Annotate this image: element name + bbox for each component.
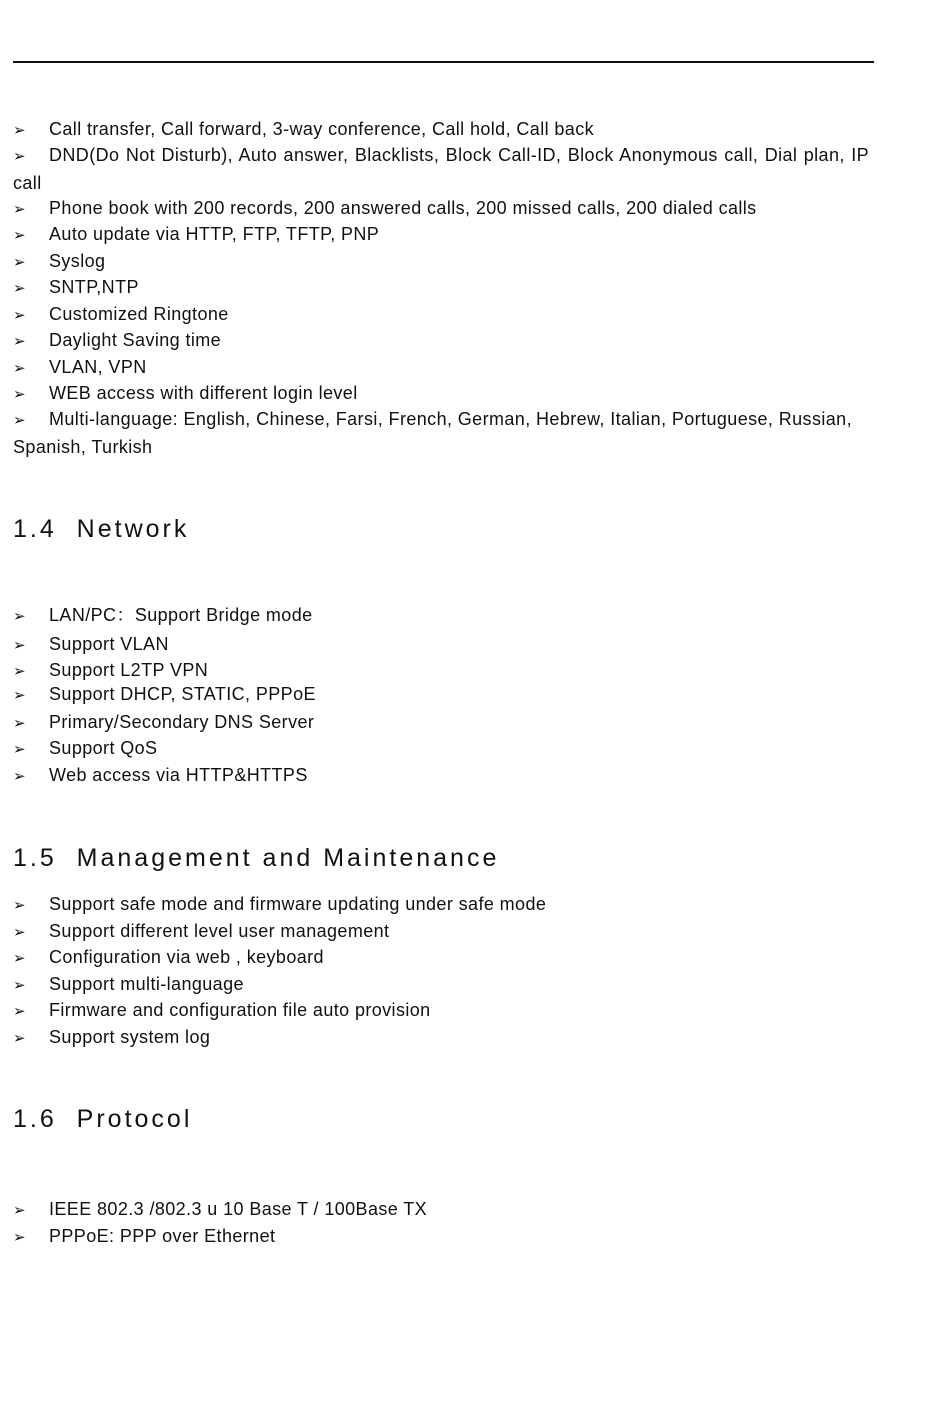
bullet-arrow-icon: ➢ <box>13 280 26 297</box>
list-item: ➢ VLAN, VPN <box>13 354 869 382</box>
list-item: ➢ LAN/PC：Support Bridge mode <box>13 602 869 630</box>
section-heading-network <box>13 514 189 544</box>
list-item: ➢ Daylight Saving time <box>13 327 869 355</box>
section-heading-protocol <box>13 1104 192 1134</box>
header-rule <box>13 61 874 63</box>
bullet-arrow-icon: ➢ <box>13 663 26 680</box>
list-item: ➢ PPPoE: PPP over Ethernet <box>13 1223 869 1251</box>
list-item: ➢ DND(Do Not Disturb), Auto answer, Blacklists, Block Call-ID, Block Anonymous call, Dial plan, IP call <box>13 145 869 193</box>
section-heading-management <box>13 843 499 873</box>
bullet-arrow-icon: ➢ <box>13 897 26 914</box>
list-item: ➢ IEEE 802.3 /802.3 u 10 Base T / 100Base TX <box>13 1196 869 1224</box>
bullet-arrow-icon: ➢ <box>13 307 26 324</box>
bullet-arrow-icon: ➢ <box>13 1030 26 1047</box>
bullet-arrow-icon: ➢ <box>13 360 26 377</box>
section-title: Network <box>76 515 190 543</box>
list-item: ➢ Customized Ringtone <box>13 301 869 329</box>
list-item: ➢ Support system log <box>13 1024 869 1052</box>
bullet-arrow-icon: ➢ <box>13 608 26 625</box>
bullet-arrow-icon: ➢ <box>13 1229 26 1246</box>
list-item: ➢ Support DHCP, STATIC, PPPoE <box>13 681 869 709</box>
section-number: 1.4 <box>13 515 57 543</box>
bullet-arrow-icon: ➢ <box>13 227 26 244</box>
bullet-arrow-icon: ➢ <box>13 201 26 218</box>
list-item: ➢ Support L2TP VPN <box>13 657 869 685</box>
list-item: ➢ Support different level user management <box>13 918 869 946</box>
section-number: 1.5 <box>13 844 57 872</box>
list-item: ➢ Call transfer, Call forward, 3-way conference, Call hold, Call back <box>13 116 869 144</box>
bullet-arrow-icon: ➢ <box>13 924 26 941</box>
bullet-arrow-icon: ➢ <box>13 637 26 654</box>
bullet-arrow-icon: ➢ <box>13 768 26 785</box>
list-item: ➢ WEB access with different login level <box>13 380 869 408</box>
list-item: ➢ Web access via HTTP&HTTPS <box>13 762 869 790</box>
list-item: ➢ Firmware and configuration file auto provision <box>13 997 869 1025</box>
bullet-arrow-icon: ➢ <box>13 254 26 271</box>
bullet-arrow-icon: ➢ <box>13 687 26 704</box>
bullet-arrow-icon: ➢ <box>13 412 26 429</box>
section-title: Protocol <box>76 1105 193 1133</box>
bullet-arrow-icon: ➢ <box>13 741 26 758</box>
bullet-arrow-icon: ➢ <box>13 386 26 403</box>
bullet-arrow-icon: ➢ <box>13 1003 26 1020</box>
bullet-arrow-icon: ➢ <box>13 715 26 732</box>
bullet-arrow-icon: ➢ <box>13 122 26 139</box>
list-item: ➢ Phone book with 200 records, 200 answered calls, 200 missed calls, 200 dialed calls <box>13 195 869 223</box>
bullet-arrow-icon: ➢ <box>13 148 26 165</box>
bullet-arrow-icon: ➢ <box>13 1202 26 1219</box>
section-number: 1.6 <box>13 1105 57 1133</box>
list-item: ➢ Support safe mode and firmware updating under safe mode <box>13 891 869 919</box>
bullet-arrow-icon: ➢ <box>13 977 26 994</box>
list-item: ➢ Support QoS <box>13 735 869 763</box>
bullet-arrow-icon: ➢ <box>13 333 26 350</box>
bullet-arrow-icon: ➢ <box>13 950 26 967</box>
list-item: ➢ Multi-language: English, Chinese, Farsi, French, German, Hebrew, Italian, Portuguese, Russian, Spanish, Turkish <box>13 409 852 457</box>
list-item: ➢ Syslog <box>13 248 869 276</box>
list-item: ➢ Support VLAN <box>13 631 869 659</box>
list-item: ➢ Configuration via web , keyboard <box>13 944 869 972</box>
list-item: ➢ Primary/Secondary DNS Server <box>13 709 869 737</box>
list-item: ➢ Auto update via HTTP, FTP, TFTP, PNP <box>13 221 869 249</box>
list-item: ➢ SNTP,NTP <box>13 274 869 302</box>
section-title: Management and Maintenance <box>76 844 500 872</box>
list-item: ➢ Support multi-language <box>13 971 869 999</box>
